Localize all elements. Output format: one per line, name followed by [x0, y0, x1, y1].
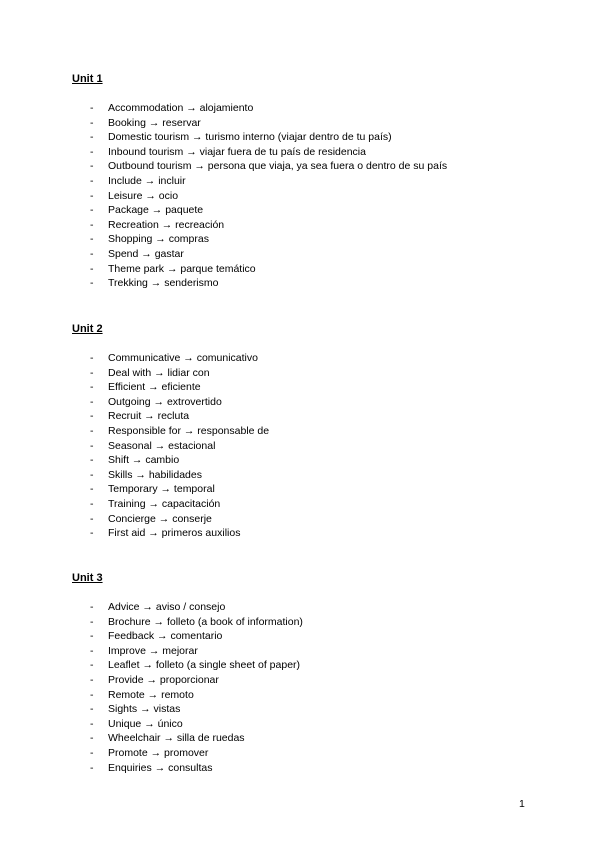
term-text: Recruit → recluta	[108, 410, 190, 423]
term-text: Skills → habilidades	[108, 468, 202, 481]
unit-3-term-list	[72, 600, 552, 775]
term-text: Wheelchair → silla de ruedas	[108, 732, 245, 745]
term-item	[72, 189, 552, 204]
page-number: 1	[519, 798, 525, 810]
term-text: Package → paquete	[108, 204, 204, 217]
term-text: Advice → aviso / consejo	[108, 601, 226, 613]
bullet-dash: -	[90, 160, 94, 173]
bullet-dash: -	[90, 131, 94, 144]
term-item	[72, 702, 552, 717]
bullet-dash: -	[90, 483, 94, 496]
bullet-dash: -	[90, 424, 94, 437]
term-text: Improve → mejorar	[108, 644, 198, 657]
term-text: Promote → promover	[108, 746, 209, 759]
term-item	[72, 512, 552, 527]
term-item	[72, 145, 552, 160]
term-item	[72, 658, 552, 673]
bullet-dash: -	[90, 410, 94, 423]
term-text: First aid → primeros auxilios	[108, 527, 241, 540]
bullet-dash: -	[90, 630, 94, 643]
term-item	[72, 629, 552, 644]
bullet-dash: -	[90, 262, 94, 275]
term-text: Shift → cambio	[108, 454, 180, 467]
term-item	[72, 600, 552, 615]
term-item	[72, 351, 552, 366]
bullet-dash: -	[90, 174, 94, 187]
term-item	[72, 761, 552, 776]
term-item	[72, 482, 552, 497]
bullet-dash: -	[90, 512, 94, 525]
term-text: Concierge → conserje	[108, 512, 212, 525]
term-item	[72, 101, 552, 116]
term-item	[72, 366, 552, 381]
unit-2-title: Unit 2	[72, 323, 103, 335]
term-item	[72, 497, 552, 512]
bullet-dash: -	[90, 189, 94, 202]
term-text: Responsible for → responsable de	[108, 424, 270, 437]
term-item	[72, 644, 552, 659]
bullet-dash: -	[90, 352, 94, 364]
term-item	[72, 717, 552, 732]
bullet-dash: -	[90, 145, 94, 158]
term-text: Brochure → folleto (a book of information)	[108, 615, 303, 628]
term-item	[72, 468, 552, 483]
term-text: Recreation → recreación	[108, 218, 225, 231]
term-text: Accommodation → alojamiento	[108, 102, 254, 114]
unit-3-title: Unit 3	[72, 572, 103, 584]
unit-1-section	[72, 72, 552, 291]
term-item	[72, 203, 552, 218]
term-text: Outbound tourism → persona que viaja, ya sea fuera o dentro de su país	[108, 160, 448, 173]
term-text: Inbound tourism → viajar fuera de tu país de residencia	[108, 145, 366, 158]
unit-2-section	[72, 322, 552, 541]
term-item	[72, 380, 552, 395]
bullet-dash: -	[90, 615, 94, 628]
bullet-dash: -	[90, 732, 94, 745]
term-item	[72, 746, 552, 761]
term-text: Include → incluir	[108, 174, 186, 187]
term-text: Temporary → temporal	[108, 483, 215, 496]
term-item	[72, 673, 552, 688]
term-item	[72, 526, 552, 541]
term-text: Efficient → eficiente	[108, 381, 201, 394]
bullet-dash: -	[90, 102, 94, 114]
term-item	[72, 116, 552, 131]
bullet-dash: -	[90, 746, 94, 759]
bullet-dash: -	[90, 644, 94, 657]
term-item	[72, 218, 552, 233]
term-item	[72, 247, 552, 262]
term-text: Domestic tourism → turismo interno (viajar dentro de tu país)	[108, 131, 392, 144]
term-item	[72, 731, 552, 746]
bullet-dash: -	[90, 717, 94, 730]
term-item	[72, 424, 552, 439]
term-item	[72, 439, 552, 454]
bullet-dash: -	[90, 468, 94, 481]
bullet-dash: -	[90, 233, 94, 246]
term-item	[72, 395, 552, 410]
term-text: Unique → único	[108, 717, 183, 730]
term-text: Seasonal → estacional	[108, 439, 216, 452]
bullet-dash: -	[90, 703, 94, 716]
term-text: Trekking → senderismo	[108, 277, 219, 290]
unit-2-term-list	[72, 351, 552, 541]
bullet-dash: -	[90, 439, 94, 452]
bullet-dash: -	[90, 673, 94, 686]
bullet-dash: -	[90, 218, 94, 231]
term-item	[72, 276, 552, 291]
term-text: Remote → remoto	[108, 688, 194, 701]
bullet-dash: -	[90, 381, 94, 394]
term-text: Shopping → compras	[108, 233, 209, 246]
term-item	[72, 232, 552, 247]
term-text: Theme park → parque temático	[108, 262, 256, 275]
bullet-dash: -	[90, 497, 94, 510]
bullet-dash: -	[90, 204, 94, 217]
term-item	[72, 159, 552, 174]
term-item	[72, 688, 552, 703]
term-text: Sights → vistas	[108, 703, 181, 716]
term-item	[72, 262, 552, 277]
term-text: Leaflet → folleto (a single sheet of paper)	[108, 659, 301, 672]
term-text: Leisure → ocio	[108, 189, 179, 202]
bullet-dash: -	[90, 761, 94, 774]
term-text: Communicative → comunicativo	[108, 352, 258, 364]
bullet-dash: -	[90, 688, 94, 701]
term-item	[72, 174, 552, 189]
term-item	[72, 409, 552, 424]
term-text: Feedback → comentario	[108, 630, 223, 643]
unit-1-title: Unit 1	[72, 73, 103, 85]
term-item	[72, 615, 552, 630]
term-text: Deal with → lidiar con	[108, 366, 210, 379]
bullet-dash: -	[90, 527, 94, 540]
bullet-dash: -	[90, 116, 94, 129]
bullet-dash: -	[90, 454, 94, 467]
term-item	[72, 130, 552, 145]
unit-1-term-list	[72, 101, 552, 291]
term-item	[72, 453, 552, 468]
unit-3-section	[72, 571, 552, 775]
bullet-dash: -	[90, 247, 94, 260]
term-text: Training → capacitación	[108, 497, 221, 510]
term-text: Booking → reservar	[108, 116, 201, 129]
term-text: Outgoing → extrovertido	[108, 395, 222, 408]
bullet-dash: -	[90, 601, 94, 613]
bullet-dash: -	[90, 659, 94, 672]
bullet-dash: -	[90, 277, 94, 290]
term-text: Provide → proporcionar	[108, 673, 219, 686]
term-text: Spend → gastar	[108, 247, 184, 260]
bullet-dash: -	[90, 395, 94, 408]
bullet-dash: -	[90, 366, 94, 379]
term-text: Enquiries → consultas	[108, 761, 213, 774]
